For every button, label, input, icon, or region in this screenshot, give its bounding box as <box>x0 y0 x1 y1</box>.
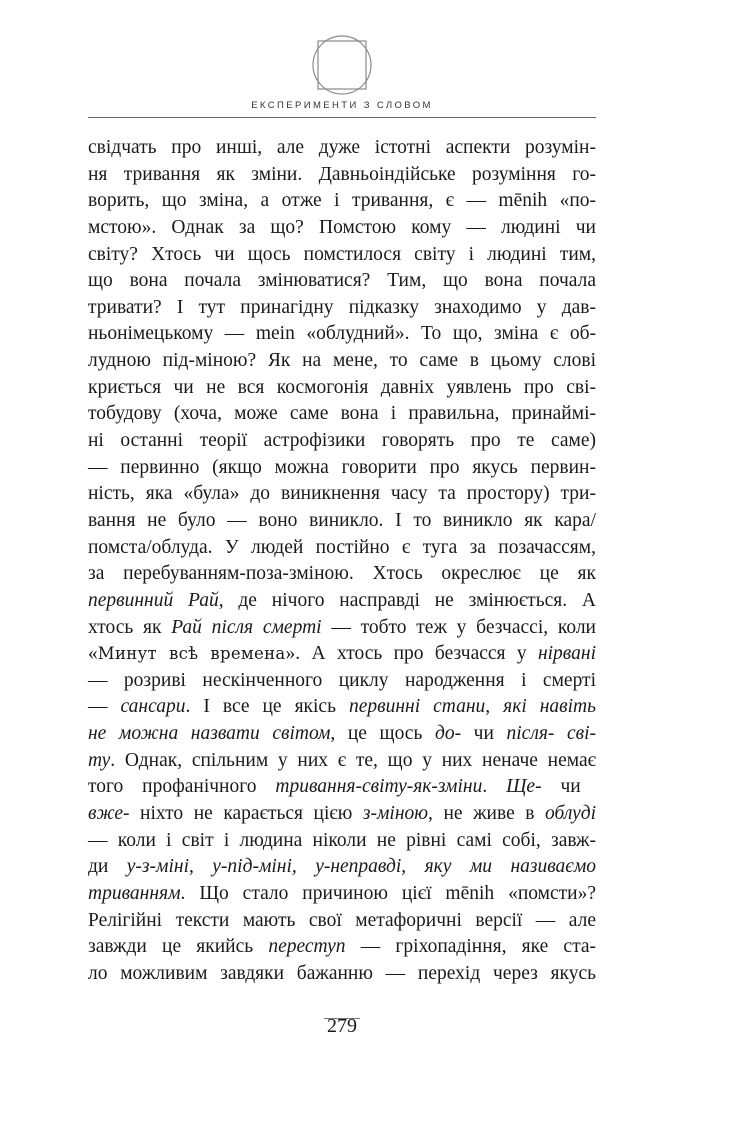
text-run: за перебуванням-поза-зміною. Хтось окреслює це як <box>88 563 596 585</box>
italic-text: вже- <box>88 803 130 825</box>
text-run: ло можливим завдяки бажанню — перехід через якусь <box>88 962 596 984</box>
text-run: чи <box>461 723 507 745</box>
text-run: криється чи не вся космогонія давніх уявлень про сві- <box>88 376 596 398</box>
text-run: ». А хтось про безчасся у <box>285 643 538 665</box>
text-run: чи <box>541 776 581 798</box>
text-line <box>88 375 596 402</box>
italic-text: не можна назвати світом <box>88 723 331 745</box>
text-line <box>88 748 596 775</box>
text-run: тобудову (хоча, може саме вона і правильна, принаймі- <box>88 403 596 425</box>
running-head: ЕКСПЕРИМЕНТИ З СЛОВОМ <box>251 100 433 111</box>
text-line <box>88 668 596 695</box>
italic-text: у-з-міні, у-під-міні, у-неправді, яку ми називаємо <box>126 856 597 878</box>
text-line <box>88 694 596 721</box>
text-run: — первинно (якщо можна говорити про якусь первин- <box>88 456 596 478</box>
text-run: що вона почала змінюватися? Тим, що вона почала <box>88 270 596 292</box>
italic-text: сансари <box>120 696 186 718</box>
text-run: хтось як <box>88 616 172 638</box>
text-run: мстою». Однак за що? Помстою кому — людині чи <box>88 216 596 238</box>
text-line <box>88 561 596 588</box>
text-line <box>88 961 596 988</box>
text-run: — гріхопадіння, яке ста- <box>345 936 596 958</box>
text-run: свідчать про инші, але дуже істотні аспекти розумін- <box>88 137 596 158</box>
italic-text: до- <box>434 723 462 745</box>
text-line <box>88 854 596 881</box>
italic-text: після- сві- <box>506 723 597 745</box>
header-divider <box>88 117 596 118</box>
text-run: вання не було — воно виникло. І то виникло як кара/ <box>88 509 596 531</box>
text-run: ньонімецькому — mein «облудний». То що, зміна є об- <box>88 323 596 345</box>
text-line <box>88 135 596 162</box>
text-run: світу? Хтось чи щось помстилося світу і людині тим, <box>88 243 596 265</box>
circle-square-emblem-icon <box>306 34 378 96</box>
text-run: . І все це якісь <box>185 696 349 718</box>
text-line <box>88 774 596 801</box>
text-run: , де нічого насправді не змінюється. А <box>218 589 596 611</box>
text-run: ність, яка «була» до виникнення часу та простору) три- <box>88 483 596 505</box>
text-run: — розриві нескінченного циклу народження і смерті <box>88 669 596 691</box>
italic-text: переступ <box>268 936 346 958</box>
text-line <box>88 188 596 215</box>
text-line <box>88 828 596 855</box>
text-run: , не живе в <box>428 803 546 825</box>
text-line <box>88 588 596 615</box>
text-run: лудною під-міною? Як на мене, то саме в цьому слові <box>88 350 596 372</box>
text-run: « <box>88 643 98 665</box>
text-line <box>88 535 596 562</box>
text-line <box>88 242 596 269</box>
text-line <box>88 321 596 348</box>
text-line <box>88 908 596 935</box>
text-line <box>88 428 596 455</box>
text-run: . Однак, спільним у них є те, що у них неначе немає <box>110 749 596 771</box>
text-line <box>88 401 596 428</box>
body-text <box>88 135 596 988</box>
text-run: . <box>482 776 507 798</box>
page-number: 279 <box>327 1015 357 1037</box>
text-line <box>88 615 596 642</box>
text-run: , це щось <box>330 723 435 745</box>
italic-text: ту <box>88 749 111 771</box>
italic-text: Рай після смерті <box>171 616 322 638</box>
text-line <box>88 455 596 482</box>
text-run: — коли і світ і людина ніколи не рівні самі собі, завж- <box>88 829 596 851</box>
italic-text: триванням <box>88 882 181 904</box>
italic-text: Ще- <box>506 776 542 798</box>
italic-text: з-міною <box>362 803 429 825</box>
italic-text: облуді <box>545 803 596 825</box>
text-line <box>88 641 596 668</box>
text-line <box>88 881 596 908</box>
text-line <box>88 295 596 322</box>
text-run: ди <box>88 856 127 878</box>
text-run: того профанічного <box>88 776 276 798</box>
text-line <box>88 348 596 375</box>
text-line <box>88 481 596 508</box>
text-line <box>88 162 596 189</box>
text-run: ні останні теорії астрофізики говорять про те саме) <box>88 430 596 452</box>
text-line <box>88 268 596 295</box>
text-line <box>88 508 596 535</box>
text-run: Релігійні тексти мають свої метафоричні версії — але <box>88 909 596 931</box>
italic-text: тривання-світу-як-зміни <box>275 776 483 798</box>
old-slavonic-text: Минут всѣ времена <box>97 644 286 664</box>
text-run: помста/облуда. У людей постійно є туга за позачассям, <box>88 536 596 558</box>
text-run: тривати? І тут принагідну підказку знаходимо у дав- <box>88 296 596 318</box>
text-line <box>88 215 596 242</box>
text-run: . Що стало причиною цієї mēnih «помсти»? <box>180 882 596 904</box>
text-run: завжди це якийсь <box>88 936 269 958</box>
text-run: — тобто теж у безчассі, коли <box>321 616 596 638</box>
text-line <box>88 801 596 828</box>
italic-text: нірвані <box>537 643 596 665</box>
italic-text: первинні стани, які навіть <box>348 696 596 718</box>
text-run: — <box>88 696 121 718</box>
italic-text: первинний Рай <box>88 589 219 611</box>
text-run: ня тривання як зміни. Давньоіндійське розуміння го- <box>88 163 596 185</box>
text-line <box>88 934 596 961</box>
text-line <box>88 721 596 748</box>
text-run: ніхто не карається цією <box>129 803 363 825</box>
text-run: ворить, що зміна, а отже і тривання, є — mēnih «по- <box>88 190 596 212</box>
